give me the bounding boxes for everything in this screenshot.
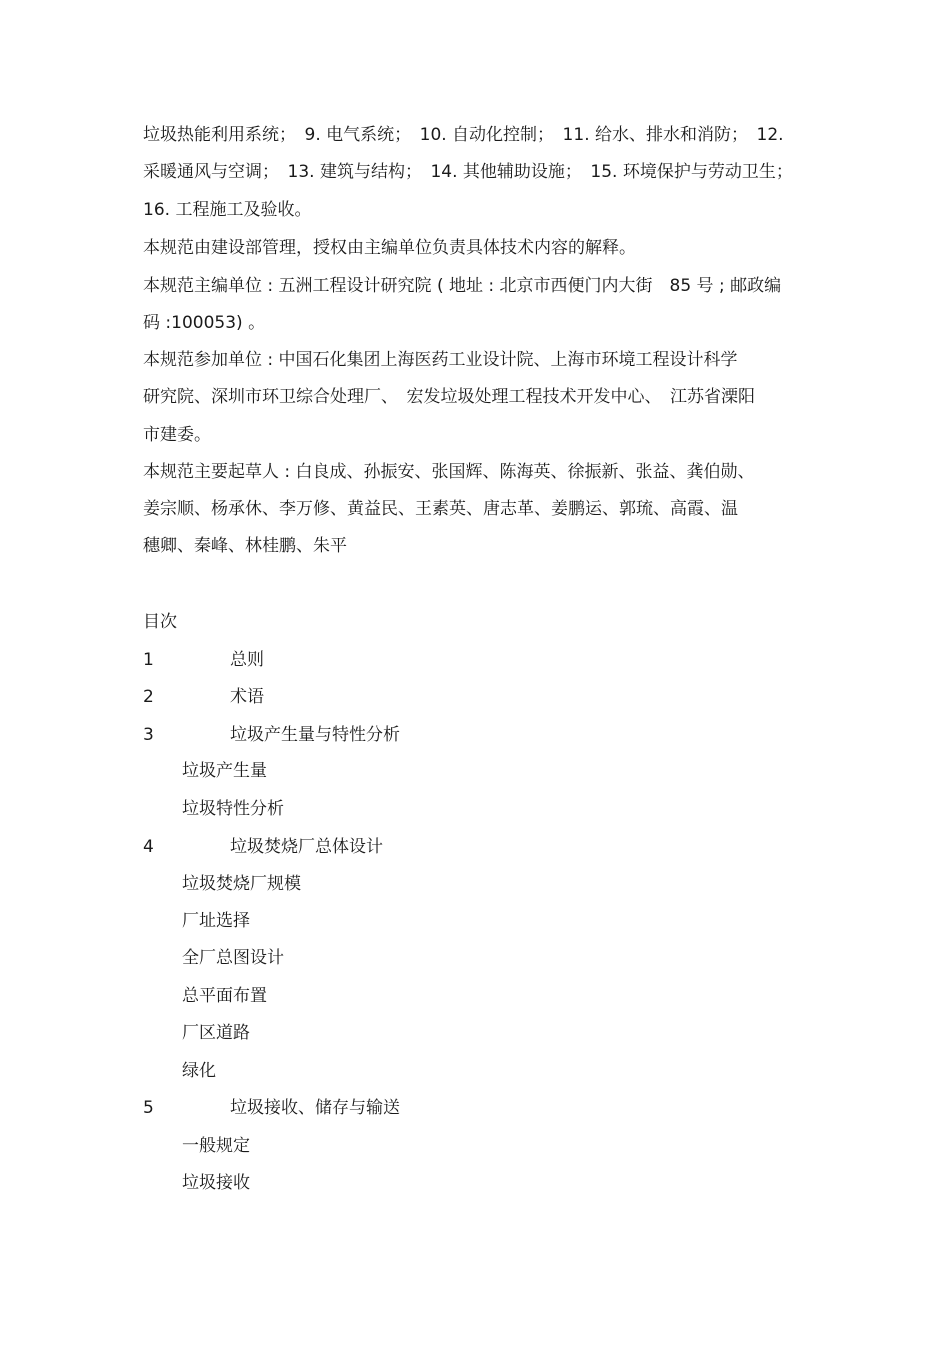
- toc-chapter-title: 垃圾接收、储存与输送: [230, 1098, 400, 1118]
- preface-line-6: 码 :100053) 。: [143, 313, 266, 333]
- toc-chapter-number: 1: [143, 650, 154, 670]
- toc-chapter-title: 垃圾产生量与特性分析: [230, 725, 400, 745]
- preface-line-9: 市建委。: [143, 425, 211, 445]
- preface-line-7: 本规范参加单位 : 中国石化集团上海医药工业设计院、上海市环境工程设计科学: [143, 350, 738, 370]
- toc-section: 垃圾焚烧厂规模: [182, 874, 301, 894]
- preface-line-5: 本规范主编单位 : 五洲工程设计研究院 ( 地址 : 北京市西便门内大街 85 号 ; 邮政编: [143, 276, 782, 296]
- toc-chapter-number: 2: [143, 687, 154, 707]
- preface-line-2: 采暖通风与空调； 13. 建筑与结构； 14. 其他辅助设施； 15. 环境保护与劳动卫生；: [143, 162, 793, 182]
- toc-heading: 目次: [143, 612, 177, 632]
- toc-section: 厂区道路: [182, 1023, 250, 1043]
- toc-section: 总平面布置: [182, 986, 267, 1006]
- preface-line-4: 本规范由建设部管理，授权由主编单位负责具体技术内容的解释。: [143, 238, 636, 258]
- preface-line-3: 16. 工程施工及验收。: [143, 200, 312, 220]
- toc-section: 垃圾产生量: [182, 761, 267, 781]
- toc-section: 厂址选择: [182, 911, 250, 931]
- preface-line-1: 垃圾热能利用系统； 9. 电气系统； 10. 自动化控制； 11. 给水、排水和消防； 12.: [143, 125, 784, 145]
- toc-chapter-number: 4: [143, 837, 154, 857]
- toc-section: 垃圾接收: [182, 1173, 250, 1193]
- preface-line-10: 本规范主要起草人 : 白良成、孙振安、张国辉、陈海英、徐振新、张益、龚伯勋、: [143, 462, 755, 482]
- toc-chapter-number: 3: [143, 725, 154, 745]
- toc-chapter-title: 术语: [230, 687, 264, 707]
- toc-chapter-title: 总则: [230, 650, 264, 670]
- toc-section: 一般规定: [182, 1136, 250, 1156]
- toc-section: 绿化: [182, 1061, 216, 1081]
- toc-section: 全厂总图设计: [182, 948, 284, 968]
- toc-section: 垃圾特性分析: [182, 799, 284, 819]
- toc-chapter-title: 垃圾焚烧厂总体设计: [230, 837, 383, 857]
- preface-line-11: 姜宗顺、杨承休、李万修、黄益民、王素英、唐志革、姜鹏运、郭琉、高霞、温: [143, 499, 738, 519]
- toc-chapter-number: 5: [143, 1098, 154, 1118]
- preface-line-12: 穗卿、秦峰、林桂鹏、朱平: [143, 536, 347, 556]
- preface-line-8: 研究院、深圳市环卫综合处理厂、 宏发垃圾处理工程技术开发中心、 江苏省溧阳: [143, 387, 755, 407]
